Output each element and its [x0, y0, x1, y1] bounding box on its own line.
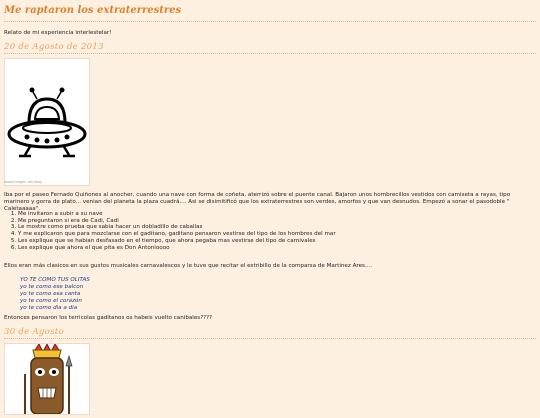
post-closing: Entonces pensaron los terricolas gaditanos os habeis vuelto canibales???? — [4, 315, 213, 321]
poem-line: yo te como ese balcon — [20, 284, 84, 290]
ufo-image[interactable] — [4, 58, 90, 186]
poem-line: YO TE COMO TUS OLITAS — [20, 277, 90, 283]
list-item: 4. Y me explicaron que para mozclarse con el gaditano, gaditano pensaron vestirse del tipo de los hombres del mar — [18, 231, 538, 238]
list-item: 2. Me preguntaron si era de Cadi, Cadi — [18, 218, 538, 225]
tiki-image[interactable] — [4, 343, 90, 415]
post-intro: Iba por el paseo Fernado Quiñones al anocher, cuando una nave con forma de coñeta, aterrizó sobre el puente canal. Bajaron unos hombrecillos vestidos con camiseta a rayas, tipo marinero y gorra de plato... venian del planeta la plaza cuadrá.... Asi se disimitificó que los extraterrestres son verdes, amorfos y que van desnudos. Empezó a sonar el pasodoble " Caletaaaaa". — [4, 192, 511, 212]
post-date: 20 de Agosto de 2013 — [4, 42, 104, 52]
date-divider — [4, 53, 536, 54]
poem-line: yo te como esa canta — [20, 291, 81, 297]
list-item: 1. Me invitaron a subir a su nave — [18, 211, 538, 218]
tiki-illustration — [5, 344, 89, 414]
poem-line: yo te como dia a dia — [20, 305, 78, 311]
date-divider — [4, 338, 536, 339]
list-item: 5. Les explique que se habian desfasado en el tiempo, que ahora pegaba mas vestirse del tipo de carnivales — [18, 238, 538, 245]
poem-line: yo te como el corazón — [20, 298, 82, 304]
blog-title[interactable]: Me raptaron los extraterrestres — [4, 5, 182, 16]
image-caption: www.imagen del blog — [4, 180, 42, 184]
post-list — [4, 211, 538, 251]
blog-description: Relato de mi experiencia interlestelar! — [4, 30, 112, 36]
ufo-illustration — [5, 59, 89, 177]
list-item: 3. Le mostre como prueba que sabia hacer un dobladillo de caballas — [18, 224, 538, 231]
poem-block — [20, 277, 90, 312]
post-paragraph: Ellos eran más clasicos en sus gustos musicales carnavalescos y le tuve que recitar el estribillo de la comparsa de Martinez Ares.... — [4, 263, 373, 269]
title-divider — [4, 21, 536, 22]
post-date: 30 de Agosto — [4, 327, 64, 337]
list-item: 6. Les explique que ahora el que pita es Don Antonioooo — [18, 245, 538, 252]
